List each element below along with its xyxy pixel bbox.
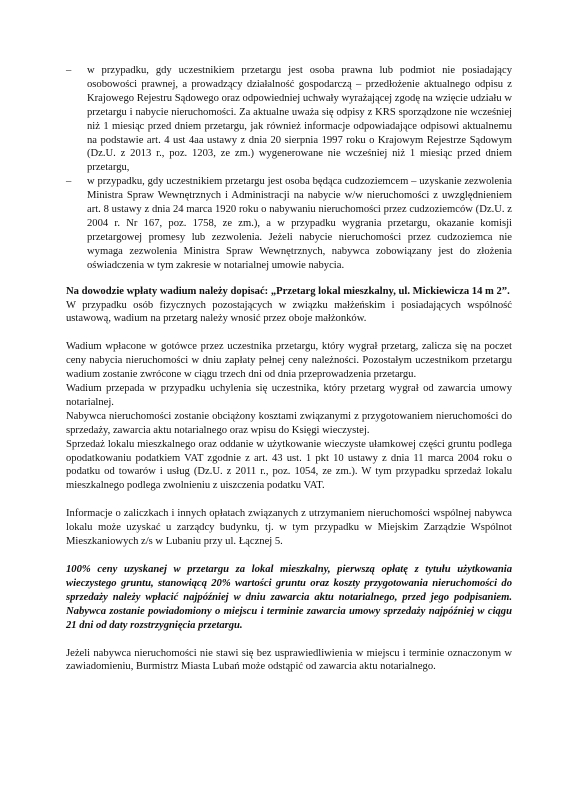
- paragraph-costs: Nabywca nieruchomości zostanie obciążony kosztami związanymi z przygotowaniem nieruchomości do sprzedaży, zawarcia aktu notarialnego oraz wpisu do Księgi wieczystej.: [66, 410, 512, 436]
- paragraph-spouses: W przypadku osób fizycznych pozostających w związku małżeńskim i posiadających wspólność ustawową, wadium na przetarg należy wnosić przez oboje małżonków.: [66, 299, 512, 325]
- paragraph-vat: Sprzedaż lokalu mieszkalnego oraz oddanie w użytkowanie wieczyste ułamkowej części gruntu podlega opodatkowaniu podatkiem VAT zgodnie z art. 43 ust. 1 pkt 10 ustawy z dnia 11 marca 2004 roku o podatku od towarów i usług (Dz.U. z 2011 r., poz. 1054, ze zm.). W tym przypadku sprzedaż lokalu mieszkalnego podlega zwolnieniu z uiszczenia podatku VAT.: [66, 438, 512, 492]
- paragraph-deposit-refund: Wadium wpłacone w gotówce przez uczestnika przetargu, który wygrał przetarg, zalicza się na poczet ceny nabycia nieruchomości w dniu zapłaty pełnej ceny należności. Pozostałym uczestnikom przetargu wadium zostanie zwrócone w ciągu trzech dni od dnia przeprowadzenia przetargu.: [66, 341, 512, 381]
- bullet-dash: –: [66, 176, 72, 188]
- deposit-note-heading: Na dowodzie wpłaty wadium należy dopisać: „Przetarg lokal mieszkalny, ul. Mickiewicza 14 m 2”.: [66, 285, 510, 297]
- bullet-foreigner: [66, 175, 512, 272]
- bullet-dash: –: [66, 65, 72, 76]
- bullet-legal-entity: [66, 64, 512, 175]
- bullet-text: w przypadku, gdy uczestnikiem przetargu jest osoba będąca cudzoziemcem – uzyskanie zezwolenia Ministra Spraw Wewnętrznych i Administracji na nabycie w/w nieruchomości z uwzględnieniem art. 8 ustawy z dnia 24 marca 1920 roku o nabywaniu nieruchomości przez cudzoziemców (Dz.U. z 2004 r. Nr 167, poz. 1758, ze zm.), a w przypadku wygrania przetargu, okazanie komisji przetargowej promesy lub zezwolenia. Jeżeli nabycie nieruchomości przez cudzoziemca nie wymaga zezwolenia Ministra Spraw Wewnętrznych, nabywca zobowiązany jest do złożenia oświadczenia w tym zakresie w notarialnej umowie nabycia.: [87, 176, 512, 271]
- paragraph-payment-terms: 100% ceny uzyskanej w przetargu za lokal mieszkalny, pierwszą opłatę z tytułu użytkowania wieczystego gruntu, stanowiącą 20% wartości gruntu oraz koszty przygotowania nieruchomości do sprzedaży należy wpłacić najpóźniej w dniu zawarcia aktu notarialnego, przed jego podpisaniem. Nabywca zostanie powiadomiony o miejscu i terminie zawarcia umowy sprzedaży najpóźniej w ciągu 21 dni od daty rozstrzygnięcia przetargu.: [66, 564, 512, 631]
- paragraph-no-show: Jeżeli nabywca nieruchomości nie stawi się bez usprawiedliwienia w miejscu i terminie oznaczonym w zawiadomieniu, Burmistrz Miasta Lubań może odstąpić od zawarcia aktu notarialnego.: [66, 647, 512, 673]
- paragraph-fees-info: Informacje o zaliczkach i innych opłatach związanych z utrzymaniem nieruchomości wspólnej nabywca lokalu może uzyskać u zarządcy budynku, tj. w tym przypadku w Miejskim Zarządzie Wspólnot Mieszkaniowych z/s w Lubaniu przy ul. Łącznej 5.: [66, 508, 512, 548]
- document-page: [66, 64, 512, 674]
- bullet-text: w przypadku, gdy uczestnikiem przetargu jest osoba prawna lub podmiot nie posiadający osobowości prawnej, a prowadzący działalność gospodarczą – przedłożenie aktualnego odpisu z Krajowego Rejestru Sądowego oraz odpowiedniej uchwały wyrażającej zgodę na wzięcie udziału w przetargu i nabycie nieruchomości. Za aktualne uważa się odpisy z KRS sporządzone nie wcześniej niż 1 miesiąc przed dniem przetargu, jak również informacje odpowiadające odpisowi aktualnemu na podstawie art. 4 ust 4aa ustawy z dnia 20 sierpnia 1997 roku o Krajowym Rejestrze Sądowym (Dz.U. z 2013 r., poz. 1203, ze zm.) wygenerowane nie wcześniej niż 1 miesiąc przed dniem przetargu,: [87, 65, 512, 174]
- paragraph-deposit-forfeit: Wadium przepada w przypadku uchylenia się uczestnika, który przetarg wygrał od zawarcia umowy notarialnej.: [66, 383, 512, 408]
